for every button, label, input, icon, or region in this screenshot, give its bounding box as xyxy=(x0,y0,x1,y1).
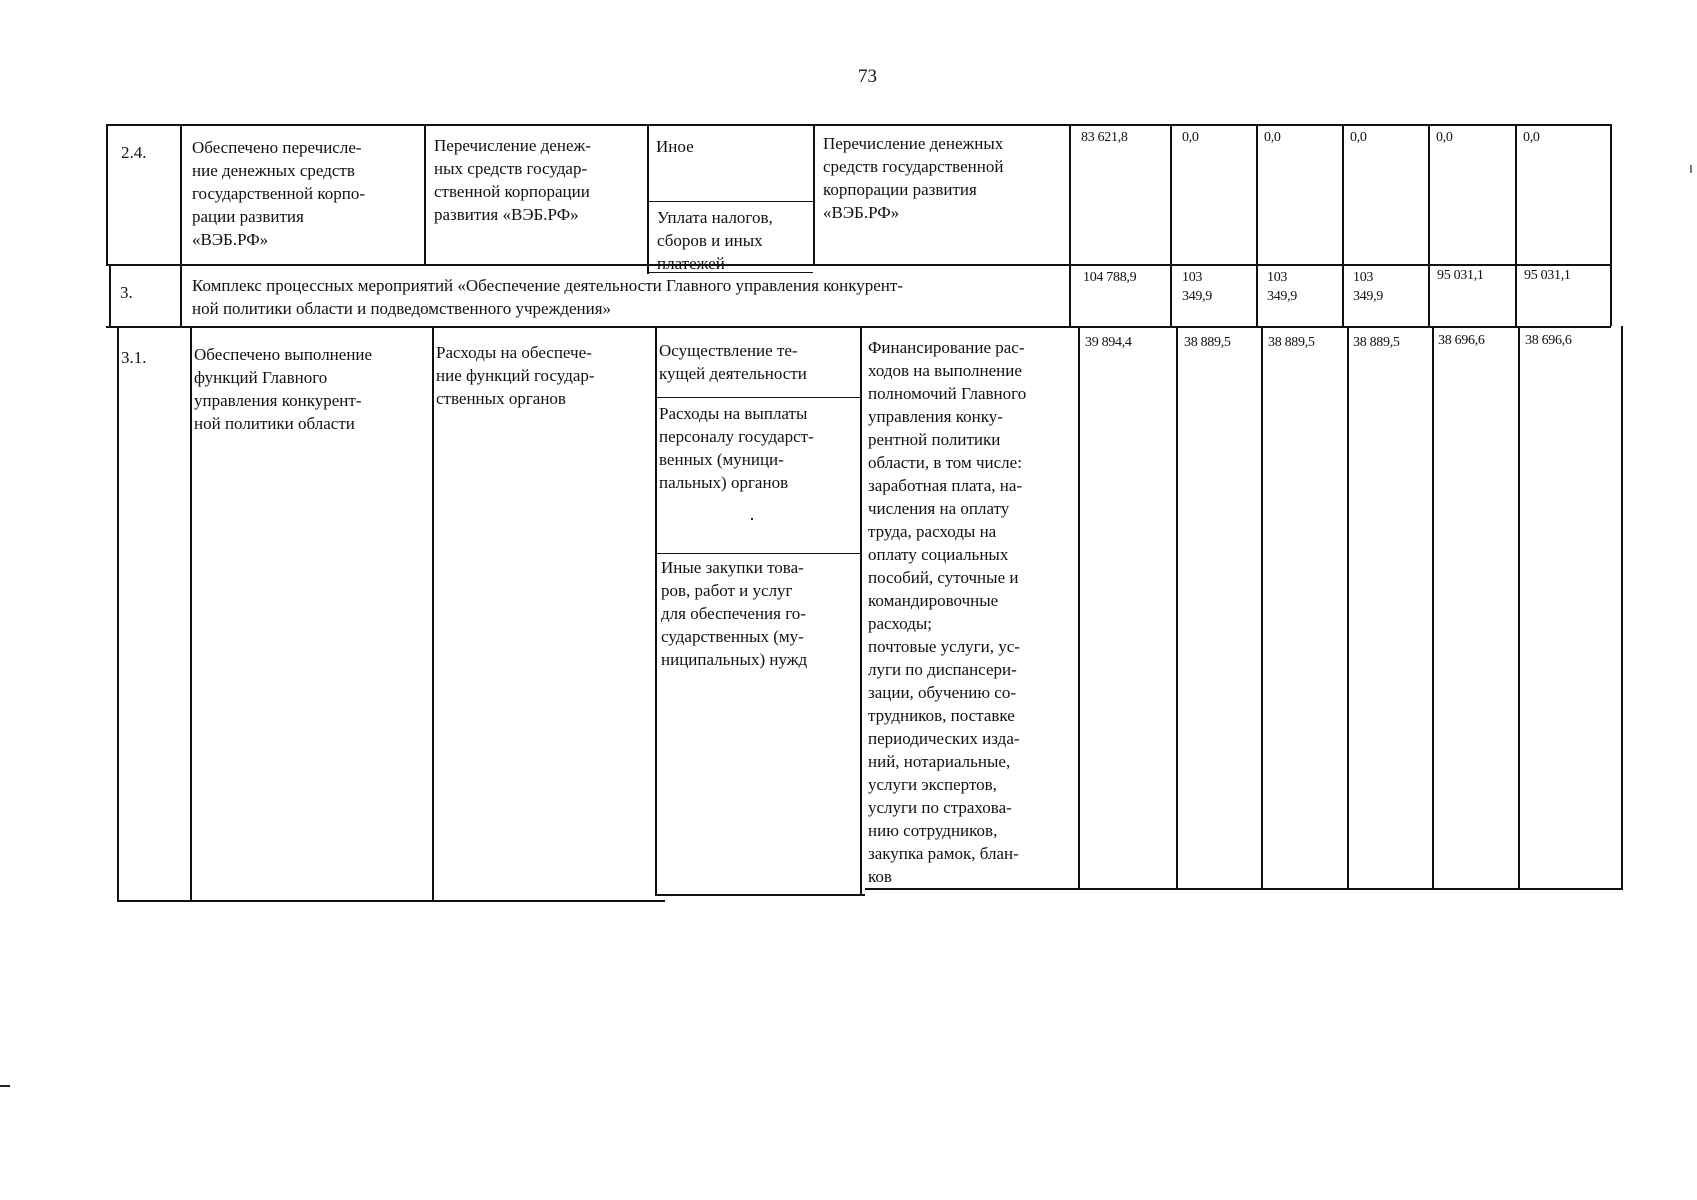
scan-edge-mark xyxy=(0,1085,10,1087)
column-divider xyxy=(1342,124,1344,326)
cell-divider xyxy=(648,201,813,202)
description-text: Перечисление денежных средств государственной корпорации развития «ВЭБ.РФ» xyxy=(823,134,1004,222)
column-divider xyxy=(1069,124,1071,326)
expense-type: Иные закупки това- ров, работ и услуг для обеспечения го- сударственных (му- ниципальных) нужд xyxy=(661,558,808,669)
cell-divider xyxy=(655,553,860,554)
expense-type: Расходы на выплаты персоналу государст- венных (муници- пальных) органов xyxy=(659,404,814,492)
value-cell: 0,0 xyxy=(1264,130,1281,145)
value-cell: 38 696,6 xyxy=(1525,333,1572,348)
direction-text: Перечисление денеж- ных средств государ- ственной корпорации развития «ВЭБ.РФ» xyxy=(434,136,591,224)
value-cell: 0,0 xyxy=(1436,130,1453,145)
value-cell: 0,0 xyxy=(1523,130,1540,145)
complex-title: Комплекс процессных мероприятий «Обеспечение деятельности Главного управления конкурент- ной политики области и подведомственного учреждения» xyxy=(192,276,903,318)
column-divider xyxy=(1432,326,1434,890)
table-border-left xyxy=(109,264,111,328)
value-cell: 0,0 xyxy=(1182,130,1199,145)
column-divider xyxy=(1515,124,1517,326)
table-border-left xyxy=(117,326,119,901)
column-divider xyxy=(1170,124,1172,326)
value-cell: 95 031,1 xyxy=(1437,268,1484,283)
page-number: 73 xyxy=(858,66,877,87)
column-divider xyxy=(1078,326,1080,890)
value-cell: 83 621,8 xyxy=(1081,130,1128,145)
row-number: 3.1. xyxy=(121,348,147,367)
value-cell: 103 349,9 xyxy=(1182,270,1213,304)
column-divider xyxy=(1428,124,1430,326)
scan-edge-mark xyxy=(1690,165,1692,173)
table-border-bottom xyxy=(117,900,665,902)
value-cell: 103 349,9 xyxy=(1267,270,1298,304)
column-divider xyxy=(190,326,192,901)
cell-divider xyxy=(655,397,860,398)
column-divider xyxy=(1256,124,1258,326)
table-border-top xyxy=(106,124,1611,126)
column-divider xyxy=(655,326,657,895)
table-border-bottom xyxy=(655,894,865,896)
value-cell: 38 696,6 xyxy=(1438,333,1485,348)
description-text: Финансирование рас- ходов на выполнение полномочий Главного управления конку- рентной политики области, в том числе: заработная плата, на- числения на оплату труда, расходы на оплату социальных пособий, суточные и командировочные расходы; почтовые услуги, ус- луги по диспансери- зации, обучению со- трудников, поставке периодических изда- ний, нотариальные, услуги экспертов, услуги по страхова- нию сотрудников, закупка рамок, блан- ков xyxy=(868,338,1027,886)
row-divider xyxy=(106,326,1611,328)
value-cell: 95 031,1 xyxy=(1524,268,1571,283)
value-cell: 0,0 xyxy=(1350,130,1367,145)
table-border-left xyxy=(106,124,108,266)
value-cell: 104 788,9 xyxy=(1083,270,1137,285)
result-text: Обеспечено выполнение функций Главного управления конкурент- ной политики области xyxy=(194,345,373,433)
value-cell: 38 889,5 xyxy=(1353,335,1400,350)
column-divider xyxy=(813,124,815,266)
table-border-right xyxy=(1621,326,1623,890)
scan-dot xyxy=(751,518,753,520)
column-divider xyxy=(1261,326,1263,890)
result-text: Обеспечено перечисле- ние денежных средств государственной корпо- рации развития «ВЭБ.РФ» xyxy=(192,138,366,249)
value-cell: 103 349,9 xyxy=(1353,270,1384,304)
row-number: 3. xyxy=(120,283,133,302)
column-divider xyxy=(647,124,649,274)
column-divider xyxy=(1518,326,1520,890)
column-divider xyxy=(1347,326,1349,890)
direction-text: Расходы на обеспече- ние функций государ- ственных органов xyxy=(436,343,595,408)
column-divider xyxy=(432,326,434,901)
row-divider xyxy=(106,264,1611,266)
table-border-right xyxy=(1610,124,1612,326)
column-divider xyxy=(1176,326,1178,890)
column-divider xyxy=(860,326,862,895)
row-number: 2.4. xyxy=(121,143,147,162)
value-cell: 38 889,5 xyxy=(1184,335,1231,350)
value-cell: 38 889,5 xyxy=(1268,335,1315,350)
expense-type: Осуществление те- кущей деятельности xyxy=(659,341,807,383)
expense-type: Иное xyxy=(656,137,694,156)
column-divider xyxy=(424,124,426,266)
value-cell: 39 894,4 xyxy=(1085,335,1132,350)
column-divider xyxy=(180,124,182,326)
expense-type: Уплата налогов, сборов и иных платежей xyxy=(657,208,773,273)
table-border-bottom xyxy=(865,888,1622,890)
